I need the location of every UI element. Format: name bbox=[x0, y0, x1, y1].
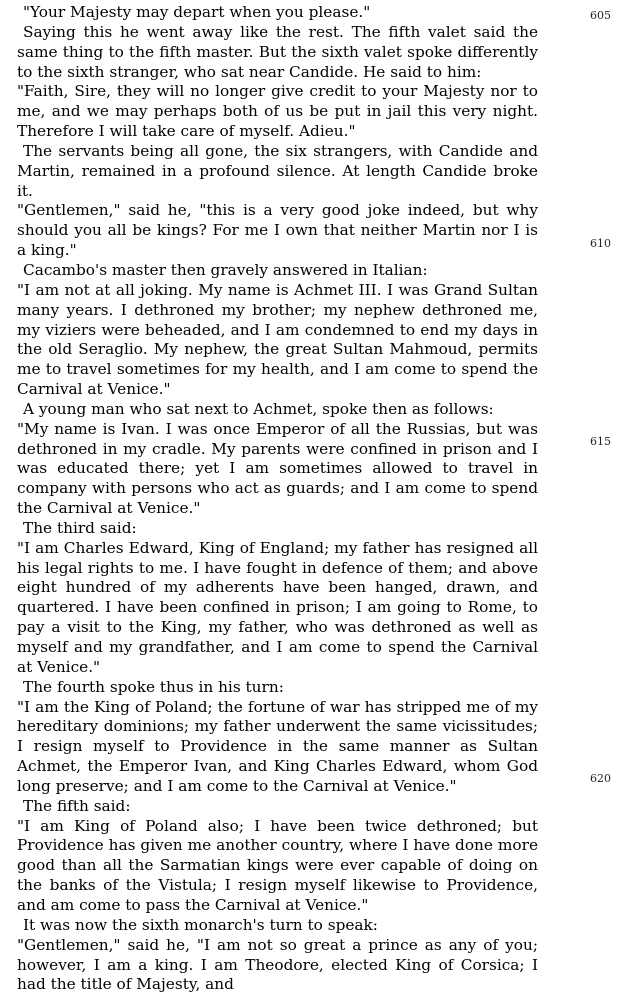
paragraph: "I am the King of Poland; the fortune of war has stripped me of my hereditary dominions; my father underwent the same vicissitudes; I resign myself to Providence in the same manner as Sultan Achmet, the Emperor Ivan, and King Charles Edward, whom God long preserve; and I am come to the Carnival at Venice." bbox=[17, 697, 538, 795]
paragraph: "Faith, Sire, they will no longer give credit to your Majesty nor to me, and we may perhaps both of us be put in jail this very night. Therefore I will take care of myself. Adieu." bbox=[17, 82, 538, 141]
line-number: 605 bbox=[590, 9, 611, 22]
page-text bbox=[17, 3, 538, 995]
paragraph: It was now the sixth monarch's turn to speak: bbox=[23, 915, 378, 934]
paragraph: "My name is Ivan. I was once Emperor of all the Russias, but was dethroned in my cradle. My parents were confined in prison and I was educated there; yet I am sometimes allowed to travel in company with persons who act as guards; and I am come to spend the Carnival at Venice." bbox=[17, 419, 538, 518]
paragraph: The third said: bbox=[23, 518, 137, 537]
paragraph: "I am King of Poland also; I have been twice dethroned; but Providence has given me another country, where I have done more good than all the Sarmatian kings were ever capable of doing on the banks of the Vistula; I resign myself likewise to Providence, and am come to pass the Carnival at Venice." bbox=[17, 816, 538, 914]
paragraph: "Your Majesty may depart when you please." bbox=[23, 3, 371, 21]
paragraph: "I am not at all joking. My name is Achmet III. I was Grand Sultan many years. I dethroned my brother; my nephew dethroned me, my viziers were beheaded, and I am condemned to end my days in the old Seraglio. My nephew, the great Sultan Mahmoud, permits me to travel sometimes for my health, and I am come to spend the Carnival at Venice." bbox=[17, 280, 538, 399]
line-number: 615 bbox=[590, 435, 611, 448]
line-number: 620 bbox=[590, 772, 611, 785]
paragraph: The fourth spoke thus in his turn: bbox=[23, 677, 284, 696]
paragraph: The servants being all gone, the six strangers, with Candide and Martin, remained in a profound silence. At length Candide broke it. bbox=[17, 141, 538, 200]
paragraph: "Gentlemen," said he, "I am not so great a prince as any of you; however, I am a king. I am Theodore, elected King of Corsica; I had the title of Majesty, and bbox=[17, 935, 538, 994]
paragraph: The fifth said: bbox=[23, 796, 131, 815]
line-number: 610 bbox=[590, 237, 611, 250]
paragraph: Cacambo's master then gravely answered in Italian: bbox=[23, 260, 428, 279]
paragraph: Saying this he went away like the rest. The fifth valet said the same thing to the fifth master. But the sixth valet spoke differently to the sixth stranger, who sat near Candide. He said to him: bbox=[17, 22, 538, 81]
paragraph: A young man who sat next to Achmet, spoke then as follows: bbox=[23, 399, 494, 418]
paragraph: "Gentlemen," said he, "this is a very good joke indeed, but why should you all be kings? For me I own that neither Martin nor I is a king." bbox=[17, 201, 538, 260]
paragraph: "I am Charles Edward, King of England; my father has resigned all his legal rights to me. I have fought in defence of them; and above eight hundred of my adherents have been hanged, drawn, and quartered. I have been confined in prison; I am going to Rome, to pay a visit to the King, my father, who was dethroned as well as myself and my grandfather, and I am come to spend the Carnival at Venice." bbox=[17, 538, 538, 676]
